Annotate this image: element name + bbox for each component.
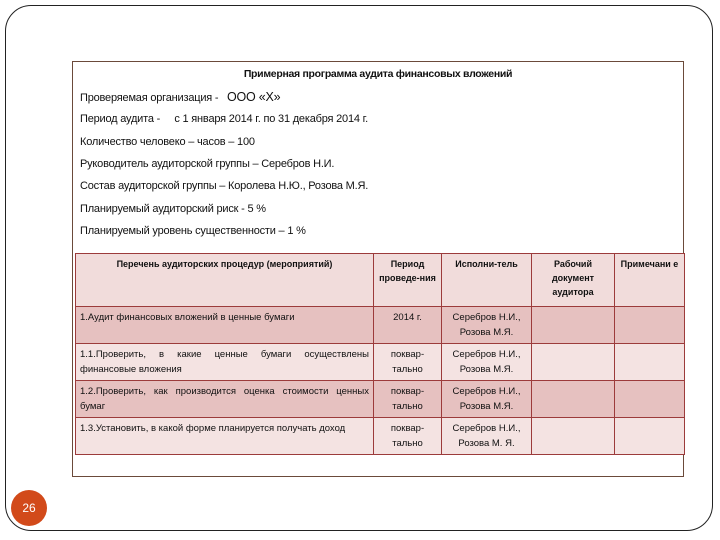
period-cell: поквар-тально xyxy=(374,381,442,418)
leader-line: Руководитель аудиторской группы – Серебров Н.И. xyxy=(80,158,335,170)
period-value: с 1 января 2014 г. по 31 декабря 2014 г. xyxy=(174,113,368,125)
period-label: Период аудита - xyxy=(80,113,161,125)
period-cell: поквар-тально xyxy=(374,418,442,455)
working-doc-cell xyxy=(532,344,615,381)
executor-cell: Серебров Н.И., Розова М. Я. xyxy=(442,418,532,455)
note-cell xyxy=(615,381,685,418)
table-row xyxy=(76,307,685,344)
risk-line: Планируемый аудиторский риск - 5 % xyxy=(80,203,266,215)
working-doc-cell xyxy=(532,307,615,344)
org-value: ООО «Х» xyxy=(226,90,281,104)
table-row xyxy=(76,418,685,455)
executor-cell: Серебров Н.И., Розова М.Я. xyxy=(442,307,532,344)
header-procedures: Перечень аудиторских процедур (мероприятий) xyxy=(76,254,374,307)
document-panel xyxy=(72,61,684,477)
procedure-cell: 1.3.Установить, в какой форме планируется получать доход xyxy=(76,418,374,455)
note-cell xyxy=(615,418,685,455)
header-period: Период проведе-ния xyxy=(374,254,442,307)
working-doc-cell xyxy=(532,381,615,418)
procedure-cell: 1.Аудит финансовых вложений в ценные бумаги xyxy=(76,307,374,344)
audit-procedures-table xyxy=(75,253,685,455)
working-doc-cell xyxy=(532,418,615,455)
org-label: Проверяемая организация - xyxy=(80,92,219,104)
table-row xyxy=(76,344,685,381)
org-line xyxy=(80,90,280,104)
period-cell: 2014 г. xyxy=(374,307,442,344)
procedure-cell: 1.1.Проверить, в какие ценные бумаги осуществлены финансовые вложения xyxy=(76,344,374,381)
table-row xyxy=(76,381,685,418)
executor-cell: Серебров Н.И., Розова М.Я. xyxy=(442,344,532,381)
period-cell: поквар-тально xyxy=(374,344,442,381)
header-executor: Исполни-тель xyxy=(442,254,532,307)
period-line xyxy=(80,113,368,125)
team-line: Состав аудиторской группы – Королева Н.Ю., Розова М.Я. xyxy=(80,180,369,192)
note-cell xyxy=(615,344,685,381)
executor-cell: Серебров Н.И., Розова М.Я. xyxy=(442,381,532,418)
document-title: Примерная программа аудита финансовых вложений xyxy=(243,68,513,80)
hours-line: Количество человеко – часов – 100 xyxy=(80,136,255,148)
header-working-doc: Рабочий документ аудитора xyxy=(532,254,615,307)
materiality-line: Планируемый уровень существенности – 1 % xyxy=(80,225,306,237)
table-header-row xyxy=(76,254,685,307)
note-cell xyxy=(615,307,685,344)
page-number-badge: 26 xyxy=(11,490,47,526)
procedure-cell: 1.2.Проверить, как производится оценка стоимости ценных бумаг xyxy=(76,381,374,418)
header-note: Примечани е xyxy=(615,254,685,307)
